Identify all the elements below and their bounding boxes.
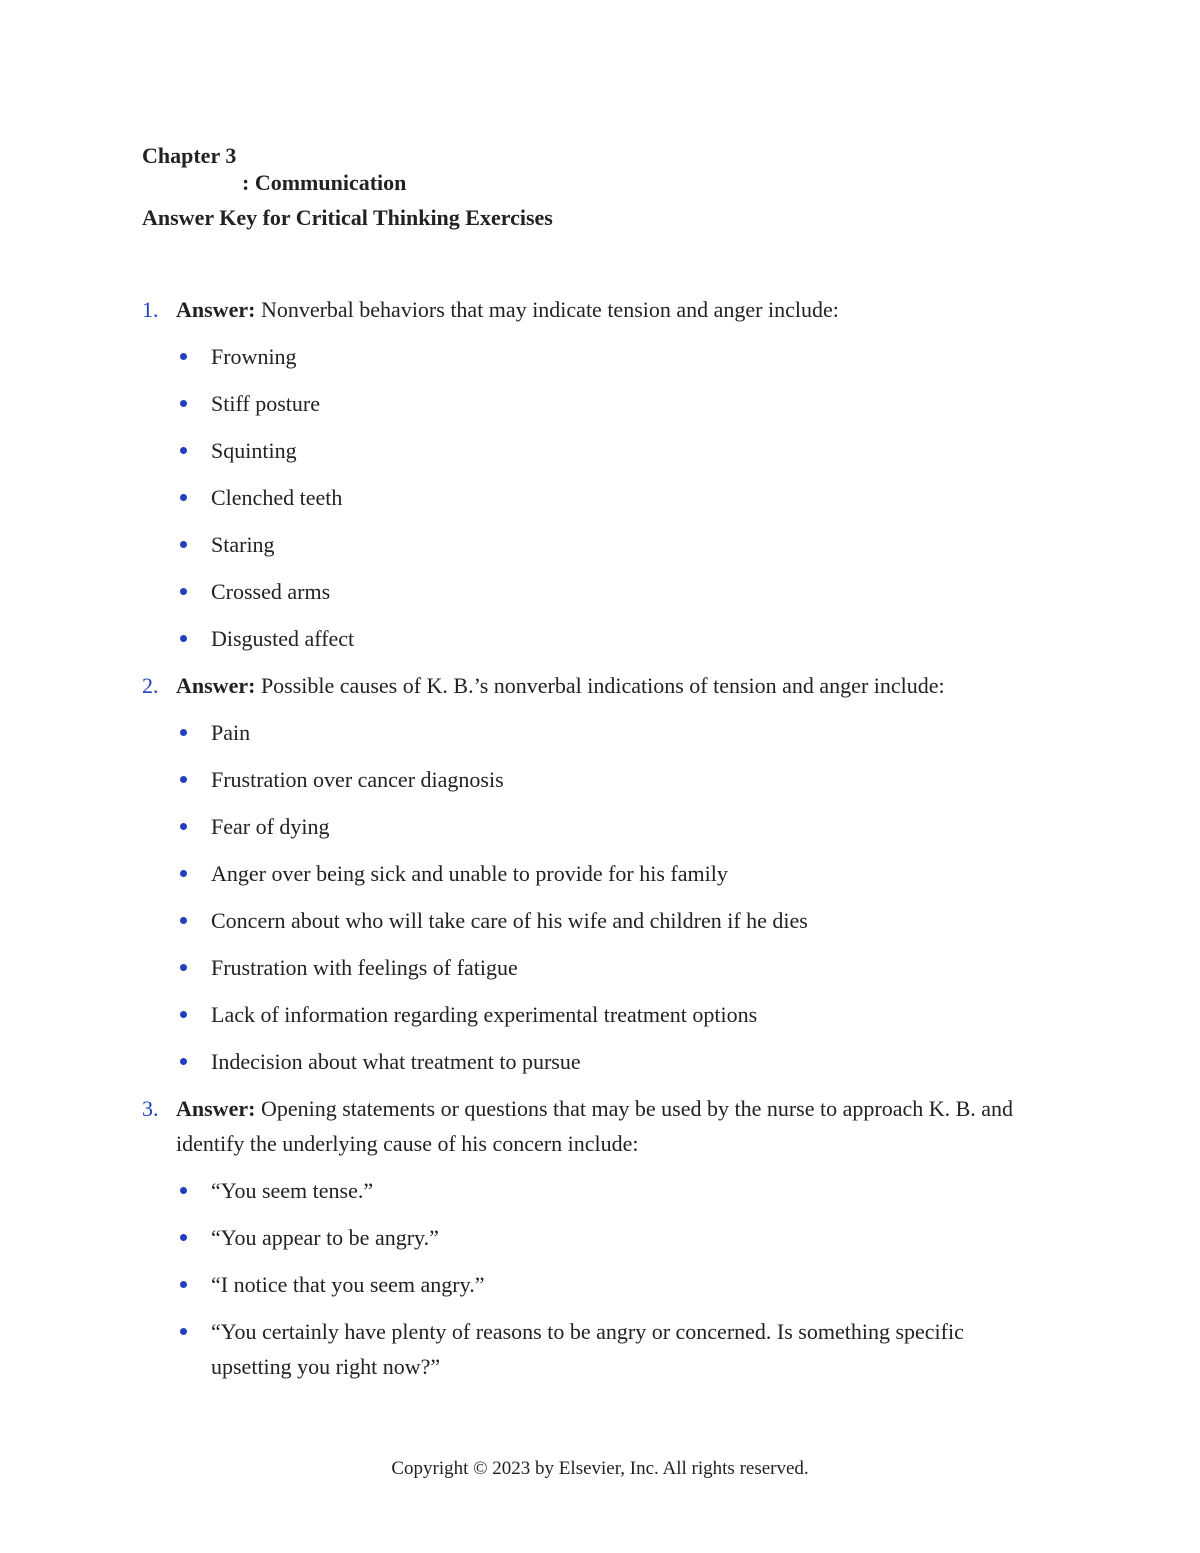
bullet-item <box>176 856 1042 891</box>
bullet-text: “You seem tense.” <box>211 1178 374 1203</box>
bullet-dot-icon <box>180 1011 187 1018</box>
bullet-dot-icon <box>180 588 187 595</box>
answer-item <box>142 292 1042 656</box>
bullet-text: “You appear to be angry.” <box>211 1225 439 1250</box>
bullet-item <box>176 1220 1042 1255</box>
chapter-title: Chapter 3 <box>142 143 237 168</box>
bullet-text: Fear of dying <box>211 814 330 839</box>
answer-number: 3. <box>142 1096 159 1121</box>
bullet-text: Crossed arms <box>211 579 331 604</box>
answer-text: Possible causes of K. B.’s nonverbal indications of tension and anger include: <box>255 673 945 698</box>
bullet-text: Staring <box>211 532 275 557</box>
bullet-dot-icon <box>180 353 187 360</box>
bullet-item <box>176 527 1042 562</box>
answer-number: 2. <box>142 673 159 698</box>
answer-item <box>142 668 1042 1079</box>
answer-paragraph <box>176 668 1042 703</box>
chapter-subtitle: : Communication <box>242 170 407 195</box>
bullet-dot-icon <box>180 1187 187 1194</box>
bullet-text: Frowning <box>211 344 297 369</box>
bullet-dot-icon <box>180 964 187 971</box>
bullet-item <box>176 762 1042 797</box>
answers-list <box>142 292 1042 1396</box>
bullet-item <box>176 386 1042 421</box>
bullet-text: Concern about who will take care of his wife and children if he dies <box>211 908 808 933</box>
bullet-dot-icon <box>180 776 187 783</box>
bullet-dot-icon <box>180 729 187 736</box>
bullet-text: Indecision about what treatment to pursue <box>211 1049 581 1074</box>
bullet-item <box>176 1044 1042 1079</box>
bullet-text: Pain <box>211 720 251 745</box>
bullet-item <box>176 339 1042 374</box>
bullet-list <box>176 1173 1042 1384</box>
bullet-text: Anger over being sick and unable to provide for his family <box>211 861 728 886</box>
bullet-dot-icon <box>180 1058 187 1065</box>
bullet-item <box>176 1267 1042 1302</box>
answer-text: Opening statements or questions that may be used by the nurse to approach K. B. and identify the underlying cause of his concern include: <box>176 1096 1014 1156</box>
answer-paragraph <box>176 292 1042 327</box>
bullet-dot-icon <box>180 1328 187 1335</box>
answer-label: Answer: <box>176 673 256 698</box>
bullet-dot-icon <box>180 541 187 548</box>
bullet-item <box>176 574 1042 609</box>
bullet-item <box>176 809 1042 844</box>
bullet-item <box>176 1314 1042 1384</box>
bullet-item <box>176 903 1042 938</box>
bullet-text: Frustration with feelings of fatigue <box>211 955 518 980</box>
bullet-text: Squinting <box>211 438 297 463</box>
answer-number: 1. <box>142 297 159 322</box>
bullet-list <box>176 715 1042 1079</box>
answer-text: Nonverbal behaviors that may indicate tension and anger include: <box>255 297 839 322</box>
bullet-text: Stiff posture <box>211 391 320 416</box>
answer-label: Answer: <box>176 1096 256 1121</box>
bullet-item <box>176 1173 1042 1208</box>
bullet-item <box>176 715 1042 750</box>
bullet-dot-icon <box>180 494 187 501</box>
bullet-dot-icon <box>180 870 187 877</box>
bullet-text: Lack of information regarding experimental treatment options <box>211 1002 758 1027</box>
bullet-list <box>176 339 1042 656</box>
bullet-dot-icon <box>180 823 187 830</box>
bullet-item <box>176 997 1042 1032</box>
bullet-text: “You certainly have plenty of reasons to be angry or concerned. Is something specific upsetting you right now?” <box>211 1319 964 1379</box>
bullet-item <box>176 433 1042 468</box>
bullet-text: Disgusted affect <box>211 626 355 651</box>
answer-paragraph <box>176 1091 1042 1161</box>
bullet-dot-icon <box>180 635 187 642</box>
bullet-dot-icon <box>180 1234 187 1241</box>
bullet-text: Clenched teeth <box>211 485 343 510</box>
bullet-text: Frustration over cancer diagnosis <box>211 767 504 792</box>
copyright-footer: Copyright © 2023 by Elsevier, Inc. All rights reserved. <box>391 1458 809 1479</box>
answer-label: Answer: <box>176 297 256 322</box>
answer-key-heading: Answer Key for Critical Thinking Exercises <box>142 205 553 230</box>
bullet-dot-icon <box>180 1281 187 1288</box>
bullet-dot-icon <box>180 917 187 924</box>
bullet-item <box>176 621 1042 656</box>
bullet-text: “I notice that you seem angry.” <box>211 1272 485 1297</box>
bullet-item <box>176 950 1042 985</box>
answer-item <box>142 1091 1042 1384</box>
bullet-item <box>176 480 1042 515</box>
bullet-dot-icon <box>180 447 187 454</box>
bullet-dot-icon <box>180 400 187 407</box>
